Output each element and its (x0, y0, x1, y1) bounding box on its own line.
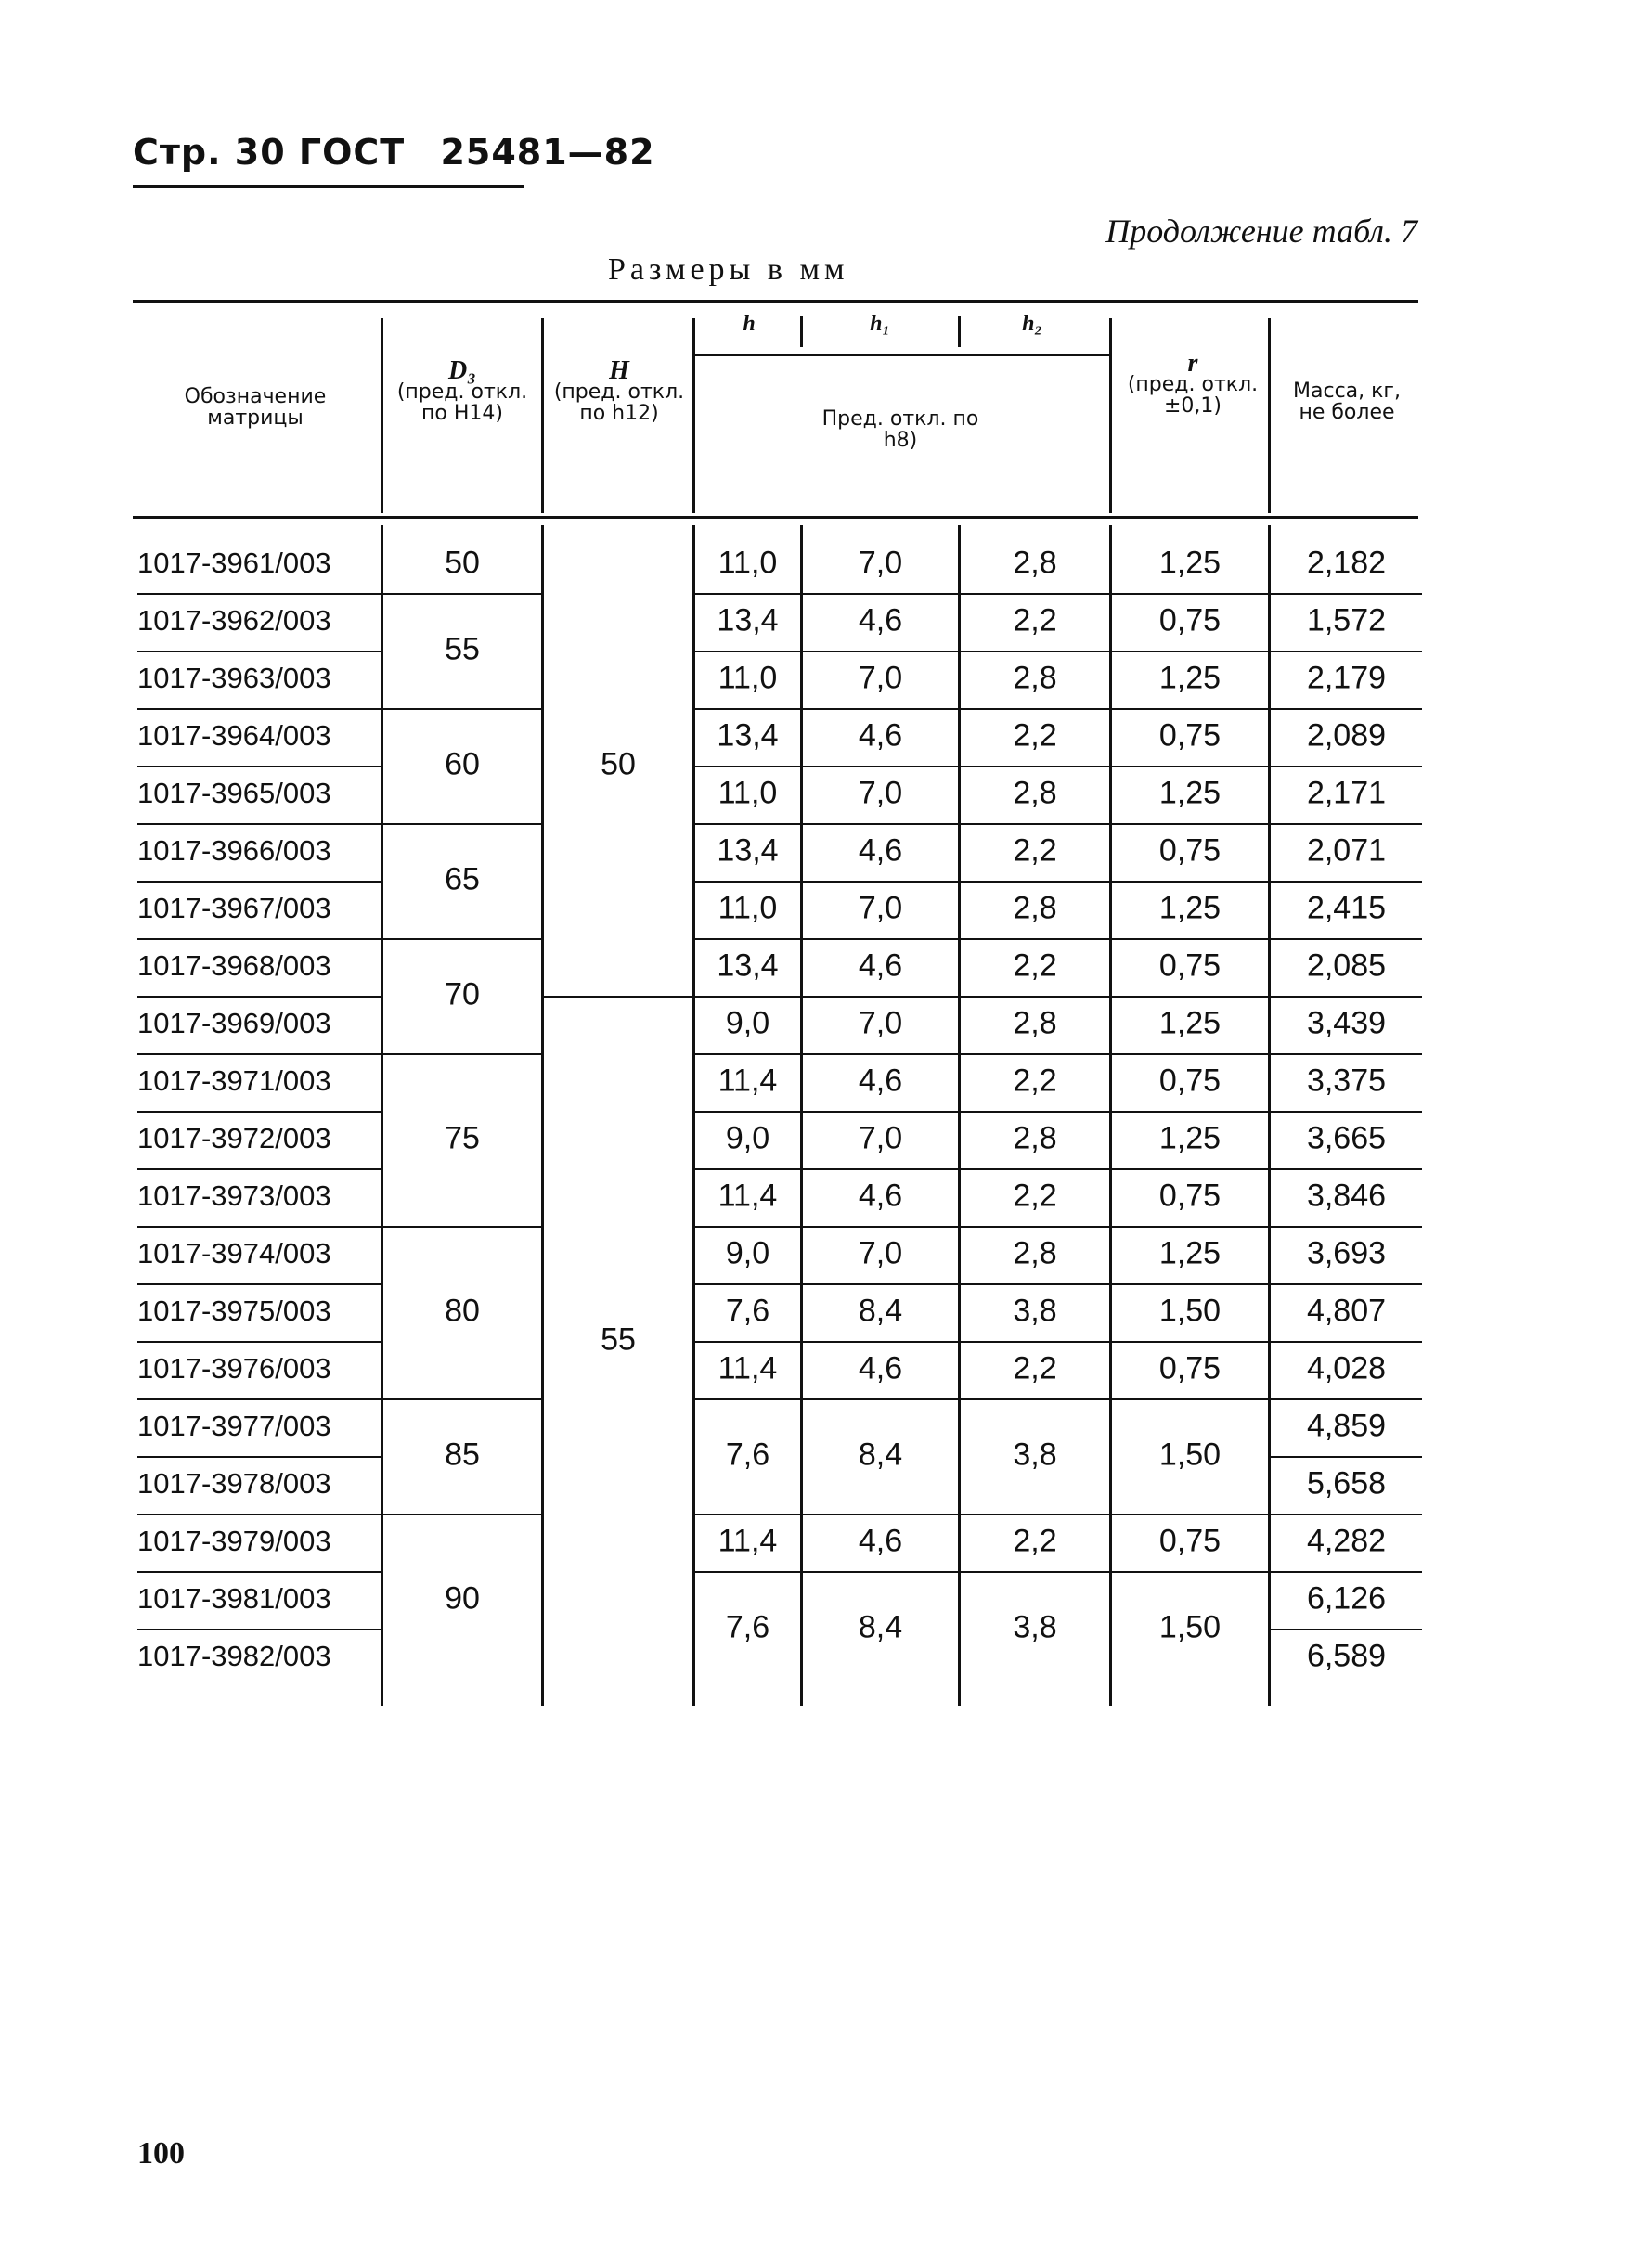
cell-dz-rule (383, 1053, 541, 1055)
cell-h1: 7,0 (858, 1120, 903, 1156)
cell-mass: 2,179 (1306, 660, 1387, 696)
cell-r: 1,50 (1158, 1609, 1222, 1645)
designation-rule (137, 1514, 381, 1515)
continuation-note: Продолжение табл. 7 (1105, 213, 1417, 250)
cell-h2: 2,2 (1013, 1350, 1057, 1386)
cell-r-rule (1112, 881, 1268, 883)
cell-h2-rule (961, 1283, 1109, 1285)
cell-r: 1,50 (1158, 1437, 1222, 1473)
cell-dz: 60 (445, 746, 480, 782)
cell-h0-rule (695, 823, 800, 825)
cell-h0-rule (695, 593, 800, 595)
header-h-sub: h (743, 312, 756, 336)
cell-mass-rule (1271, 593, 1422, 595)
header-r (1118, 349, 1267, 418)
cell-h2-rule (961, 651, 1109, 652)
cell-mass: 1,572 (1306, 602, 1387, 638)
cell-mass-rule (1271, 996, 1422, 998)
cell-dz: 55 (445, 631, 480, 667)
cell-h0: 7,6 (725, 1293, 770, 1329)
cell-h2: 2,2 (1013, 1523, 1057, 1559)
header-vline-2 (541, 318, 544, 513)
designation-cell: 1017-3982/003 (137, 1640, 331, 1672)
cell-h1-rule (803, 1111, 958, 1113)
cell-r-rule (1112, 1514, 1268, 1515)
designation-cell: 1017-3963/003 (137, 662, 331, 694)
cell-h1-rule (803, 1168, 958, 1170)
cell-h0-rule (695, 1514, 800, 1515)
cell-h0: 11,0 (718, 890, 778, 926)
cell-mass-rule (1271, 823, 1422, 825)
cell-r-rule (1112, 1168, 1268, 1170)
cell-r: 1,50 (1158, 1293, 1222, 1329)
cell-mass: 4,807 (1306, 1293, 1387, 1329)
designation-rule (137, 996, 381, 998)
cell-h2: 2,2 (1013, 602, 1057, 638)
cell-h0-rule (695, 1111, 800, 1113)
cell-mass: 3,693 (1306, 1235, 1387, 1271)
designation-rule (137, 1053, 381, 1055)
cell-mass-rule (1271, 881, 1422, 883)
cell-h0: 13,4 (717, 947, 779, 984)
cell-h2-rule (961, 823, 1109, 825)
cell-h2: 3,8 (1013, 1609, 1057, 1645)
cell-r-rule (1112, 651, 1268, 652)
header-sub-divider-2 (958, 316, 961, 347)
cell-h1-rule (803, 1053, 958, 1055)
cell-mass-rule (1271, 766, 1422, 767)
cell-mass: 2,089 (1306, 717, 1387, 754)
cell-h1-rule (803, 996, 958, 998)
cell-h1: 7,0 (858, 660, 903, 696)
cell-r-rule (1112, 938, 1268, 940)
designation-cell: 1017-3972/003 (137, 1122, 331, 1154)
cell-h1: 7,0 (858, 1005, 903, 1041)
page-label: Стр. 30 ГОСТ (133, 132, 406, 173)
cell-mass-rule (1271, 1571, 1422, 1573)
cell-h2: 2,2 (1013, 947, 1057, 984)
cell-h0-rule (695, 881, 800, 883)
cell-mass: 2,071 (1306, 832, 1387, 869)
cell-dz-rule (383, 1226, 541, 1228)
cell-h2: 2,8 (1013, 1005, 1057, 1041)
cell-h1-rule (803, 823, 958, 825)
cell-h0: 11,4 (718, 1063, 778, 1099)
cell-r: 0,75 (1158, 947, 1222, 984)
cell-r-rule (1112, 1283, 1268, 1285)
cell-dz: 80 (445, 1293, 480, 1329)
cell-mass-rule (1271, 1629, 1422, 1630)
body-vline-1 (381, 525, 383, 1706)
cell-h2-rule (961, 1398, 1109, 1400)
cell-dz-rule (383, 708, 541, 710)
designation-rule (137, 1168, 381, 1170)
designation-rule (137, 1226, 381, 1228)
header-underline (133, 185, 524, 188)
cell-mass-rule (1271, 708, 1422, 710)
header-sub-divider-1 (800, 316, 803, 347)
header-vline-1 (381, 318, 383, 513)
cell-h1-rule (803, 1283, 958, 1285)
cell-h1-rule (803, 1398, 958, 1400)
designation-rule (137, 881, 381, 883)
cell-mass: 2,415 (1306, 890, 1387, 926)
page-header (133, 132, 655, 173)
designation-cell: 1017-3979/003 (137, 1525, 331, 1557)
designation-cell: 1017-3974/003 (137, 1237, 331, 1269)
cell-h2-rule (961, 766, 1109, 767)
cell-dz-rule (383, 593, 541, 595)
cell-h1: 7,0 (858, 890, 903, 926)
cell-h2-rule (961, 708, 1109, 710)
cell-h2: 3,8 (1013, 1437, 1057, 1473)
cell-h1-rule (803, 1514, 958, 1515)
cell-h1: 4,6 (858, 947, 903, 984)
cell-h2: 2,8 (1013, 545, 1057, 581)
cell-h0-rule (695, 651, 800, 652)
cell-h1: 4,6 (858, 832, 903, 869)
cell-h1-rule (803, 708, 958, 710)
table-header-rule (133, 516, 1418, 519)
cell-h0: 7,6 (725, 1609, 770, 1645)
units-caption: Размеры в мм (608, 252, 849, 287)
designation-cell: 1017-3964/003 (137, 719, 331, 752)
cell-h0: 13,4 (717, 602, 779, 638)
cell-h1: 8,4 (858, 1437, 903, 1473)
cell-h1: 4,6 (858, 1063, 903, 1099)
cell-h2: 3,8 (1013, 1293, 1057, 1329)
designation-rule (137, 766, 381, 767)
designation-rule (137, 1398, 381, 1400)
cell-h2: 2,8 (1013, 660, 1057, 696)
cell-r: 0,75 (1158, 1178, 1222, 1214)
cell-h2-rule (961, 1168, 1109, 1170)
cell-mass: 6,589 (1306, 1638, 1387, 1674)
cell-mass: 2,171 (1306, 775, 1387, 811)
cell-r-rule (1112, 1341, 1268, 1343)
cell-h1: 7,0 (858, 775, 903, 811)
cell-h2: 2,2 (1013, 1178, 1057, 1214)
cell-r-rule (1112, 1398, 1268, 1400)
cell-h0: 11,4 (718, 1523, 778, 1559)
cell-mass: 3,665 (1306, 1120, 1387, 1156)
cell-mass-rule (1271, 1514, 1422, 1515)
cell-h0-rule (695, 996, 800, 998)
designation-rule (137, 1283, 381, 1285)
header-vline-3 (692, 318, 695, 513)
cell-h0-rule (695, 938, 800, 940)
cell-dz: 65 (445, 861, 480, 897)
cell-h2-rule (961, 1341, 1109, 1343)
cell-h2: 2,8 (1013, 1120, 1057, 1156)
cell-h0-rule (695, 708, 800, 710)
cell-r-rule (1112, 766, 1268, 767)
designation-cell: 1017-3978/003 (137, 1467, 331, 1500)
cell-h1-rule (803, 881, 958, 883)
dz-symbol: D₃ (448, 356, 476, 385)
designation-rule (137, 1456, 381, 1458)
designation-rule (137, 651, 381, 652)
cell-h0: 11,4 (718, 1350, 778, 1386)
cell-h1-rule (803, 593, 958, 595)
designation-rule (137, 593, 381, 595)
cell-dz: 85 (445, 1437, 480, 1473)
cell-mass-rule (1271, 1341, 1422, 1343)
doc-number: 25481—82 (440, 132, 655, 173)
cell-h0: 9,0 (725, 1120, 770, 1156)
cell-dz-rule (383, 1514, 541, 1515)
h-symbol: H (609, 356, 629, 385)
cell-r: 1,25 (1158, 775, 1222, 811)
cell-dz-rule (383, 823, 541, 825)
cell-h2: 2,2 (1013, 717, 1057, 754)
cell-mass: 4,859 (1306, 1408, 1387, 1444)
cell-h0-rule (695, 1168, 800, 1170)
cell-mass-rule (1271, 938, 1422, 940)
cell-r-rule (1112, 1571, 1268, 1573)
cell-mass: 3,846 (1306, 1178, 1387, 1214)
cell-h1-rule (803, 1341, 958, 1343)
cell-h0: 11,4 (718, 1178, 778, 1214)
designation-rule (137, 823, 381, 825)
cell-r-rule (1112, 996, 1268, 998)
cell-h0: 9,0 (725, 1005, 770, 1041)
cell-h1: 7,0 (858, 1235, 903, 1271)
cell-h0: 7,6 (725, 1437, 770, 1473)
cell-r: 1,25 (1158, 890, 1222, 926)
designation-cell: 1017-3971/003 (137, 1064, 331, 1097)
cell-h2-rule (961, 1053, 1109, 1055)
header-h (545, 356, 693, 425)
cell-h2-rule (961, 996, 1109, 998)
cell-h0-rule (695, 1571, 800, 1573)
cell-r: 1,25 (1158, 660, 1222, 696)
cell-h0-rule (695, 1226, 800, 1228)
designation-rule (137, 1629, 381, 1630)
cell-h1: 8,4 (858, 1293, 903, 1329)
cell-h1: 4,6 (858, 602, 903, 638)
cell-h0: 13,4 (717, 717, 779, 754)
cell-mass-rule (1271, 1168, 1422, 1170)
cell-r: 1,25 (1158, 545, 1222, 581)
cell-h0-rule (695, 1341, 800, 1343)
cell-r: 0,75 (1158, 832, 1222, 869)
cell-r-rule (1112, 1226, 1268, 1228)
cell-h0: 11,0 (718, 775, 778, 811)
designation-cell: 1017-3975/003 (137, 1295, 331, 1327)
cell-h2-rule (961, 593, 1109, 595)
cell-h0: 11,0 (718, 545, 778, 581)
cell-dz: 50 (445, 545, 480, 581)
designation-cell: 1017-3973/003 (137, 1179, 331, 1212)
designation-rule (137, 708, 381, 710)
cell-r: 1,25 (1158, 1120, 1222, 1156)
designation-cell: 1017-3981/003 (137, 1582, 331, 1615)
designation-cell: 1017-3967/003 (137, 892, 331, 924)
cell-h: 55 (601, 1321, 636, 1358)
cell-mass: 2,182 (1306, 545, 1387, 581)
cell-h: 50 (601, 746, 636, 782)
cell-r: 0,75 (1158, 1063, 1222, 1099)
cell-r: 0,75 (1158, 1350, 1222, 1386)
cell-h2: 2,2 (1013, 832, 1057, 869)
designation-cell: 1017-3965/003 (137, 777, 331, 809)
header-h-group-note: Пред. откл. по h8) (821, 407, 979, 452)
header-designation: Обозначение матрицы (184, 385, 327, 430)
cell-h2: 2,2 (1013, 1063, 1057, 1099)
cell-mass: 6,126 (1306, 1580, 1387, 1617)
cell-r-rule (1112, 823, 1268, 825)
cell-h1: 4,6 (858, 1178, 903, 1214)
cell-h2-rule (961, 1226, 1109, 1228)
cell-h2-rule (961, 938, 1109, 940)
header-h2-sub: h₂ (1022, 312, 1042, 336)
cell-h0: 11,0 (718, 660, 778, 696)
cell-h2-rule (961, 1514, 1109, 1515)
cell-h1-rule (803, 766, 958, 767)
cell-mass-rule (1271, 1111, 1422, 1113)
cell-h1: 7,0 (858, 545, 903, 581)
cell-h1: 4,6 (858, 1523, 903, 1559)
cell-dz-rule (383, 1398, 541, 1400)
cell-r: 1,25 (1158, 1235, 1222, 1271)
cell-r-rule (1112, 1053, 1268, 1055)
cell-h2-rule (961, 881, 1109, 883)
cell-h1-rule (803, 1571, 958, 1573)
cell-h0-rule (695, 1053, 800, 1055)
dz-note: (пред. откл. по H14) (396, 380, 528, 425)
cell-h0: 9,0 (725, 1235, 770, 1271)
cell-h2-rule (961, 1571, 1109, 1573)
header-h-group-rule (692, 354, 1109, 356)
cell-h-rule (544, 996, 692, 998)
designation-rule (137, 938, 381, 940)
cell-h0: 13,4 (717, 832, 779, 869)
cell-r: 0,75 (1158, 602, 1222, 638)
cell-r-rule (1112, 1111, 1268, 1113)
cell-dz: 90 (445, 1580, 480, 1617)
cell-h2: 2,8 (1013, 1235, 1057, 1271)
designation-cell: 1017-3968/003 (137, 949, 331, 982)
designation-cell: 1017-3976/003 (137, 1352, 331, 1385)
cell-mass-rule (1271, 1398, 1422, 1400)
cell-h1-rule (803, 651, 958, 652)
designation-rule (137, 1111, 381, 1113)
cell-mass-rule (1271, 1226, 1422, 1228)
r-symbol: r (1187, 349, 1198, 378)
designation-rule (137, 1571, 381, 1573)
designation-cell: 1017-3977/003 (137, 1410, 331, 1442)
designation-cell: 1017-3962/003 (137, 604, 331, 637)
cell-mass: 3,375 (1306, 1063, 1387, 1099)
cell-mass: 4,282 (1306, 1523, 1387, 1559)
header-h1-sub: h₁ (870, 312, 890, 336)
cell-h2: 2,8 (1013, 775, 1057, 811)
cell-h2: 2,8 (1013, 890, 1057, 926)
cell-h2-rule (961, 1111, 1109, 1113)
header-dz (383, 356, 541, 425)
designation-cell: 1017-3961/003 (137, 547, 331, 579)
cell-mass: 5,658 (1306, 1465, 1387, 1501)
cell-mass: 4,028 (1306, 1350, 1387, 1386)
h-note: (пред. откл. по h12) (553, 380, 685, 425)
cell-dz-rule (383, 938, 541, 940)
table-top-rule (133, 300, 1418, 303)
r-note: (пред. откл. ±0,1) (1127, 373, 1259, 418)
cell-dz: 70 (445, 976, 480, 1012)
designation-rule (137, 1341, 381, 1343)
cell-r: 1,25 (1158, 1005, 1222, 1041)
body-vline-2 (541, 525, 544, 1706)
cell-mass: 3,439 (1306, 1005, 1387, 1041)
cell-dz: 75 (445, 1120, 480, 1156)
header-mass: Масса, кг, не более (1293, 380, 1401, 424)
cell-mass-rule (1271, 1283, 1422, 1285)
cell-mass-rule (1271, 651, 1422, 652)
cell-mass-rule (1271, 1053, 1422, 1055)
cell-h1-rule (803, 938, 958, 940)
designation-cell: 1017-3966/003 (137, 834, 331, 867)
page-number: 100 (137, 2136, 185, 2171)
cell-h0-rule (695, 766, 800, 767)
cell-r: 0,75 (1158, 1523, 1222, 1559)
cell-r: 0,75 (1158, 717, 1222, 754)
cell-mass: 2,085 (1306, 947, 1387, 984)
cell-h1-rule (803, 1226, 958, 1228)
cell-h1: 8,4 (858, 1609, 903, 1645)
cell-r-rule (1112, 708, 1268, 710)
designation-cell: 1017-3969/003 (137, 1007, 331, 1039)
cell-h1: 4,6 (858, 717, 903, 754)
cell-h0-rule (695, 1283, 800, 1285)
cell-h1: 4,6 (858, 1350, 903, 1386)
cell-mass-rule (1271, 1456, 1422, 1458)
header-vline-5 (1268, 318, 1271, 513)
header-vline-4 (1109, 318, 1112, 513)
cell-r-rule (1112, 593, 1268, 595)
cell-h0-rule (695, 1398, 800, 1400)
